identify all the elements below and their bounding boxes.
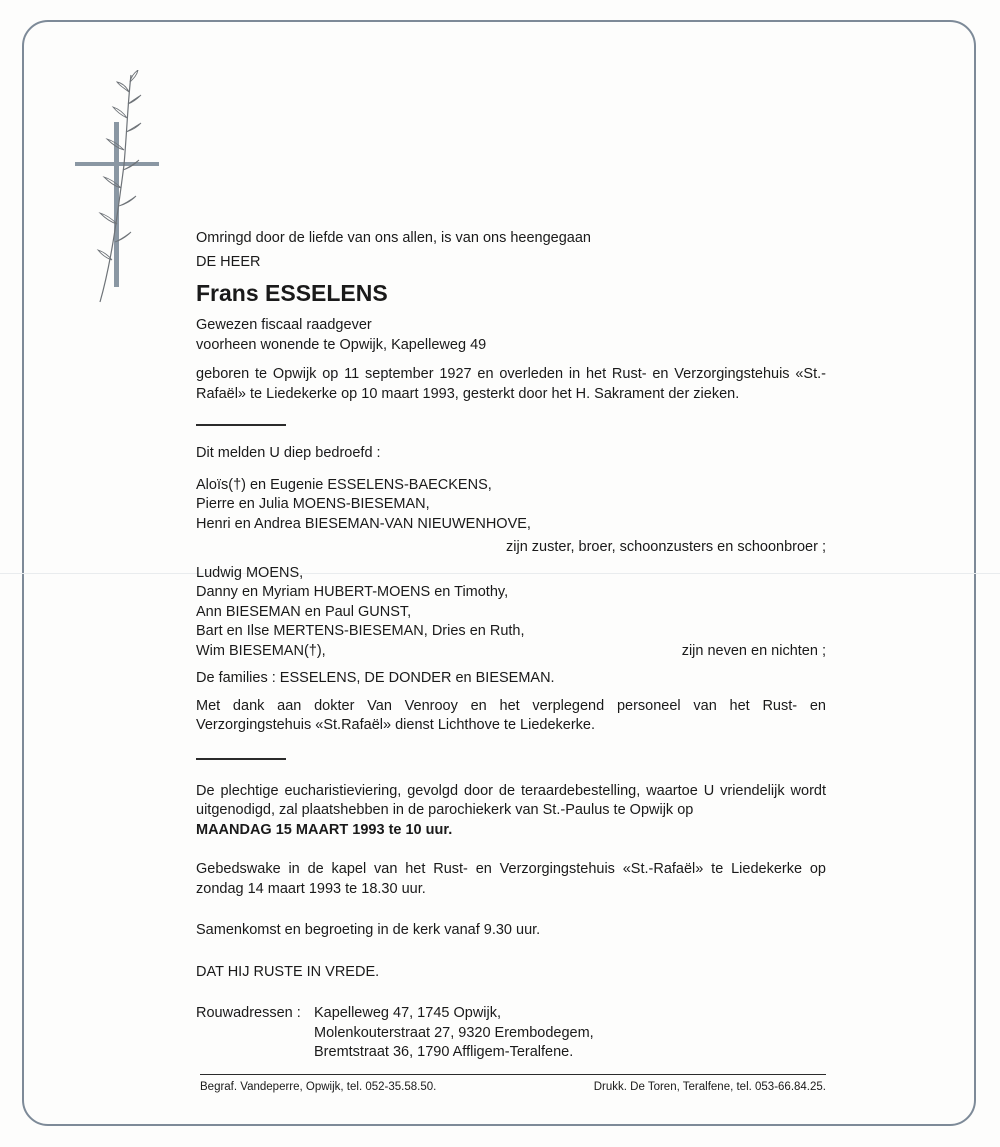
list-item: Aloïs(†) en Eugenie ESSELENS-BAECKENS,	[196, 476, 492, 493]
list-item: Danny en Myriam HUBERT-MOENS en Timothy,	[196, 584, 509, 600]
nephews-last-row	[196, 642, 826, 662]
list-item: Molenkouterstraat 27, 9320 Erembodegem,	[314, 1024, 594, 1041]
list-item: Ludwig MOENS,	[196, 564, 304, 581]
list-item: Bremtstraat 36, 1790 Affligem-Teralfene.	[314, 1044, 574, 1060]
wake-text: Gebedswake in de kapel van het Rust- en Verzorgingstehuis «St.-Rafaël» te Liedekerke op zondag 14 maart 1993 te 18.30 uur.	[196, 861, 826, 897]
undertaker-info: Begraf. Vandeperre, Opwijk, tel. 052-35.58.50.	[200, 1081, 437, 1093]
announcement: Dit melden U diep bedroefd :	[196, 445, 381, 461]
list-item: Ann BIESEMAN en Paul GUNST,	[196, 603, 412, 620]
printer-info: Drukk. De Toren, Teralfene, tel. 053-66.84.25.	[593, 1081, 826, 1093]
divider	[196, 424, 286, 426]
title-prefix: DE HEER	[196, 253, 261, 270]
funeral-datetime: MAANDAG 15 MAART 1993 te 10 uur.	[196, 821, 453, 838]
mourning-label: Rouwadressen :	[196, 1005, 301, 1021]
birth-death-text: geboren te Opwijk op 11 september 1927 en overleden in het Rust- en Verzorgingstehuis «St.-Rafaël» te Liedekerke op 10 maart 1993, gesterkt door het H. Sakrament der zieken.	[196, 366, 826, 402]
list-item: Pierre en Julia MOENS-BIESEMAN,	[196, 496, 430, 512]
footer	[200, 1074, 826, 1095]
occupation: Gewezen fiscaal raadgever	[196, 317, 372, 333]
divider	[196, 758, 286, 760]
address-list	[314, 1004, 594, 1063]
notice-body	[196, 229, 826, 1063]
mourning-addresses	[196, 1004, 826, 1063]
cross-with-palm-branch-icon	[68, 70, 168, 310]
list-item: Kapelleweg 47, 1745 Opwijk,	[314, 1005, 502, 1021]
list-item: Henri en Andrea BIESEMAN-VAN NIEUWENHOVE,	[196, 515, 531, 532]
deceased-name: Frans ESSELENS	[196, 280, 388, 306]
rest-in-peace: DAT HIJ RUSTE IN VREDE.	[196, 963, 380, 980]
nephews-list	[196, 564, 826, 662]
funeral-text: De plechtige eucharistieviering, gevolgd door de teraardebestelling, waartoe U vriendelijk wordt uitgenodigd, zal plaatshebben in de parochiekerk van St.-Paulus te Opwijk op	[196, 782, 826, 818]
former-address: voorheen wonende te Opwijk, Kapelleweg 49	[196, 336, 487, 353]
gathering-text: Samenkomst en begroeting in de kerk vanaf 9.30 uur.	[196, 922, 541, 938]
siblings-list	[196, 476, 826, 558]
families: De families : ESSELENS, DE DONDER en BIESEMAN.	[196, 670, 555, 686]
list-item: Bart en Ilse MERTENS-BIESEMAN, Dries en Ruth,	[196, 623, 525, 639]
siblings-relation: zijn zuster, broer, schoonzusters en schoonbroer ;	[506, 539, 826, 555]
list-item: Wim BIESEMAN(†),	[196, 642, 326, 659]
intro-text: Omringd door de liefde van ons allen, is van ons heengegaan	[196, 230, 591, 246]
thanks-text: Met dank aan dokter Van Venrooy en het verplegend personeel van het Rust- en Verzorgingstehuis «St.Rafaël» dienst Lichthove te Liedekerke.	[196, 697, 826, 733]
nephews-relation: zijn neven en nichten ;	[681, 642, 826, 659]
